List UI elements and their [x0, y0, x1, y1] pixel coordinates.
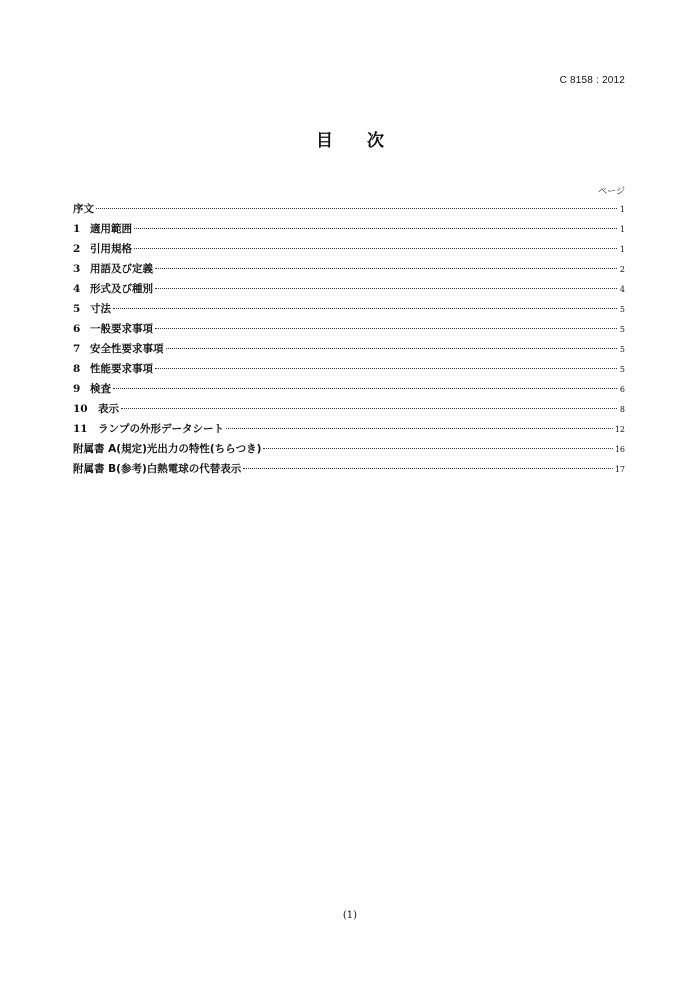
toc-entry-number: 7	[73, 343, 81, 355]
toc-entry-11[interactable]	[73, 419, 625, 439]
toc-leader-dots	[226, 428, 613, 429]
toc-entry-page: 8	[619, 405, 625, 414]
toc-entry-label: 序文	[73, 203, 94, 215]
toc-entry-6[interactable]	[73, 319, 625, 339]
toc-entry-number: 1	[73, 223, 81, 235]
toc-entry-7[interactable]	[73, 339, 625, 359]
toc-entry-number: 3	[73, 263, 81, 275]
toc-entry-annex-a[interactable]	[73, 439, 625, 459]
document-code: C 8158 : 2012	[559, 75, 625, 86]
toc-entry-label: 寸法	[90, 303, 111, 315]
toc-leader-dots	[96, 208, 617, 209]
toc-leader-dots	[134, 248, 617, 249]
toc-entry-number: 8	[73, 363, 81, 375]
toc-leader-dots	[243, 468, 613, 469]
toc-leader-dots	[166, 348, 618, 349]
toc-entry-page: 5	[619, 345, 625, 354]
toc-entry-label: 性能要求事項	[90, 363, 153, 375]
toc-entry-label: 附属書 A(規定)光出力の特性(ちらつき)	[73, 443, 262, 455]
toc-entry-page: 5	[619, 365, 625, 374]
toc-leader-dots	[155, 268, 617, 269]
toc-entry-3[interactable]	[73, 259, 625, 279]
toc-entry-10[interactable]	[73, 399, 625, 419]
toc-entry-label: 引用規格	[90, 243, 132, 255]
toc-entry-9[interactable]	[73, 379, 625, 399]
toc-entry-1[interactable]	[73, 219, 625, 239]
toc-entry-preface[interactable]	[73, 199, 625, 219]
toc-entry-page: 1	[619, 245, 625, 254]
toc-entry-5[interactable]	[73, 299, 625, 319]
toc-entry-number: 10	[73, 403, 88, 415]
toc-entry-number: 5	[73, 303, 81, 315]
toc-entry-annex-b[interactable]	[73, 459, 625, 479]
toc-entry-page: 1	[619, 205, 625, 214]
toc-entry-page: 17	[614, 465, 625, 474]
toc-leader-dots	[155, 328, 617, 329]
toc-leader-dots	[113, 308, 617, 309]
toc-entry-number: 2	[73, 243, 81, 255]
toc-entry-page: 4	[619, 285, 625, 294]
toc-entry-page: 5	[619, 305, 625, 314]
toc-title: 目 次	[316, 131, 398, 151]
toc-entry-label: 表示	[98, 403, 119, 415]
toc-entry-2[interactable]	[73, 239, 625, 259]
toc-entry-label: 安全性要求事項	[90, 343, 164, 355]
toc-entry-label: ランプの外形データシート	[98, 423, 224, 435]
toc-entry-4[interactable]	[73, 279, 625, 299]
toc-leader-dots	[155, 368, 617, 369]
toc-entry-label: 用語及び定義	[90, 263, 153, 275]
toc-entry-number: 11	[73, 423, 88, 435]
toc-entry-label: 附属書 B(参考)白熱電球の代替表示	[73, 463, 242, 475]
toc-leader-dots	[134, 228, 617, 229]
toc-entry-label: 形式及び種別	[90, 283, 153, 295]
toc-entry-page: 16	[614, 445, 625, 454]
toc-entry-page: 1	[619, 225, 625, 234]
page-number-footer: (1)	[342, 910, 358, 921]
toc-entry-number: 6	[73, 323, 81, 335]
toc-leader-dots	[263, 448, 612, 449]
toc-leader-dots	[113, 388, 617, 389]
page-column-header: ページ	[598, 187, 625, 197]
toc-entry-page: 2	[619, 265, 625, 274]
toc-entry-label: 一般要求事項	[90, 323, 153, 335]
table-of-contents	[73, 199, 625, 479]
toc-leader-dots	[121, 408, 617, 409]
toc-entry-number: 4	[73, 283, 81, 295]
toc-entry-page: 12	[614, 425, 625, 434]
toc-entry-number: 9	[73, 383, 81, 395]
toc-entry-page: 5	[619, 325, 625, 334]
toc-entry-label: 適用範囲	[90, 223, 132, 235]
toc-entry-page: 6	[619, 385, 625, 394]
toc-entry-label: 検査	[90, 383, 111, 395]
toc-leader-dots	[155, 288, 617, 289]
toc-entry-8[interactable]	[73, 359, 625, 379]
